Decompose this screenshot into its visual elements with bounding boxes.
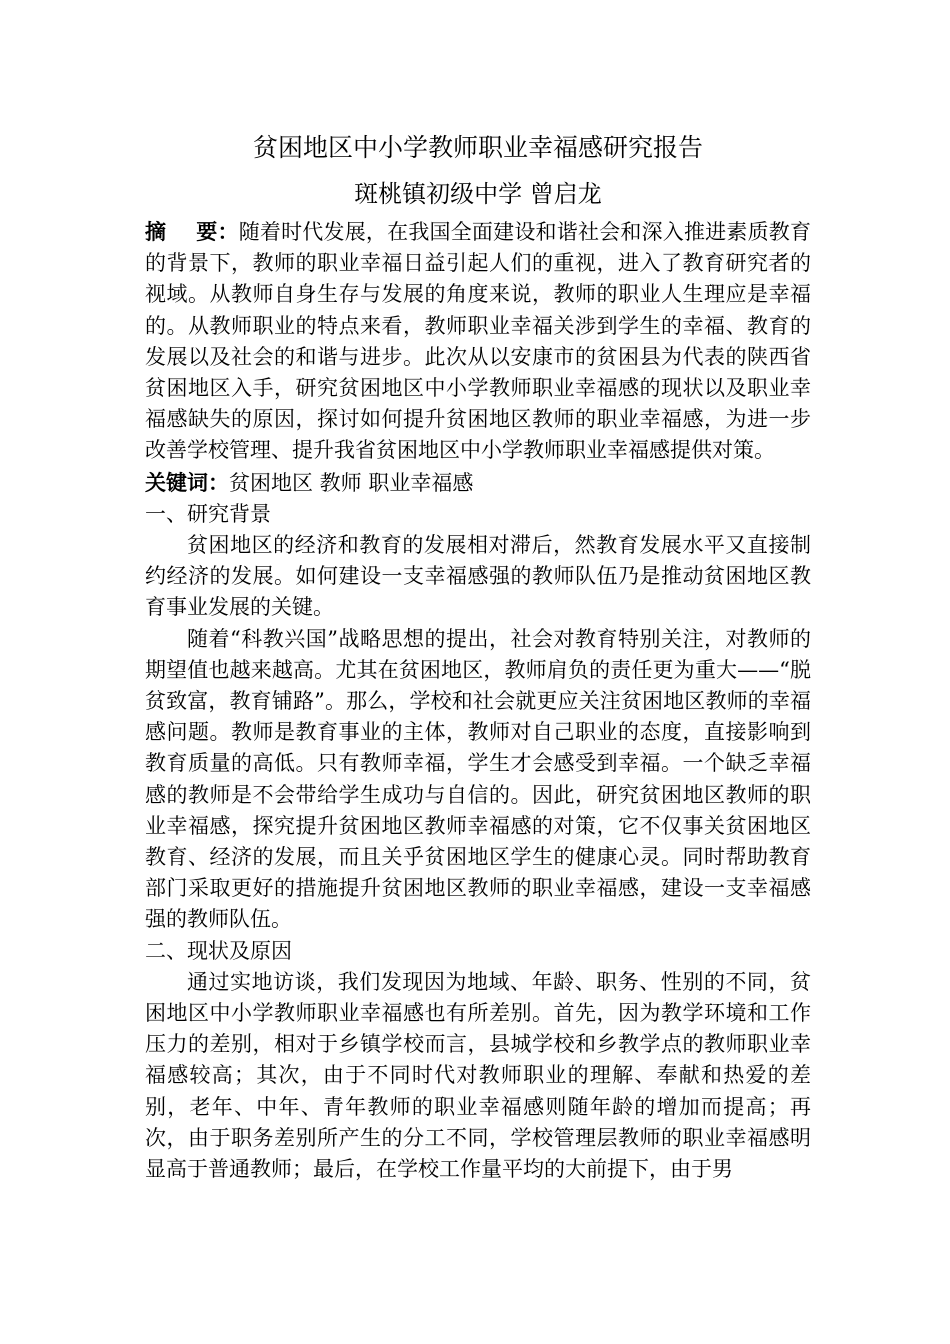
keywords-text: 贫困地区 教师 职业幸福感 xyxy=(229,470,474,495)
author-line: 斑桃镇初级中学 曾启龙 xyxy=(354,180,602,208)
section1-paragraph-1: 贫困地区的经济和教育的发展相对滞后，然教育发展水平又直接制约经济的发展。如何建设一支幸福感强的教师队伍乃是推动贫困地区教育事业发展的关键。 xyxy=(145,533,811,620)
document-page xyxy=(145,128,811,1185)
keywords-paragraph xyxy=(145,467,811,499)
section-heading-background: 一、研究背景 xyxy=(145,501,271,526)
section-heading-status: 二、现状及原因 xyxy=(145,938,292,963)
section1-paragraph-2: 随着“科教兴国”战略思想的提出，社会对教育特别关注，对教师的期望值也越来越高。尤其在贫困地区，教师肩负的责任更为重大——“脱贫致富，教育铺路”。那么，学校和社会就更应关注贫困地区教师的幸福感问题。教师是教育事业的主体，教师对自己职业的态度，直接影响到教育质量的高低。只有教师幸福，学生才会感受到幸福。一个缺乏幸福感的教师是不会带给学生成功与自信的。因此，研究贫困地区教师的职业幸福感，探究提升贫困地区教师幸福感的对策，它不仅事关贫困地区教育、经济的发展，而且关乎贫困地区学生的健康心灵。同时帮助教育部门采取更好的措施提升贫困地区教师的职业幸福感，建设一支幸福感强的教师队伍。 xyxy=(145,626,811,932)
abstract-label: 摘 要： xyxy=(145,219,239,244)
document-title: 贫困地区中小学教师职业幸福感研究报告 xyxy=(252,133,703,162)
abstract-text: 随着时代发展，在我国全面建设和谐社会和深入推进素质教育的背景下，教师的职业幸福日益引起人们的重视，进入了教育研究者的视域。从教师自身生存与发展的角度来说，教师的职业人生理应是幸福的。从教师职业的特点来看，教师职业幸福关涉到学生的幸福、教育的发展以及社会的和谐与进步。此次从以安康市的贫困县为代表的陕西省贫困地区入手，研究贫困地区中小学教师职业幸福感的现状以及职业幸福感缺失的原因，探讨如何提升贫困地区教师的职业幸福感，为进一步改善学校管理、提升我省贫困地区中小学教师职业幸福感提供对策。 xyxy=(145,220,812,463)
section2-paragraph-1: 通过实地访谈，我们发现因为地域、年龄、职务、性别的不同，贫困地区中小学教师职业幸福感也有所差别。首先，因为教学环境和工作压力的差别，相对于乡镇学校而言，县城学校和乡教学点的教师职业幸福感较高；其次，由于不同时代对教师职业的理解、奉献和热爱的差别，老年、中年、青年教师的职业幸福感则随年龄的增加而提高；再次，由于职务差别所产生的分工不同，学校管理层教师的职业幸福感明显高于普通教师；最后，在学校工作量平均的大前提下，由于男 xyxy=(145,969,811,1182)
abstract-paragraph xyxy=(145,216,811,467)
keywords-label: 关键词： xyxy=(145,469,229,495)
